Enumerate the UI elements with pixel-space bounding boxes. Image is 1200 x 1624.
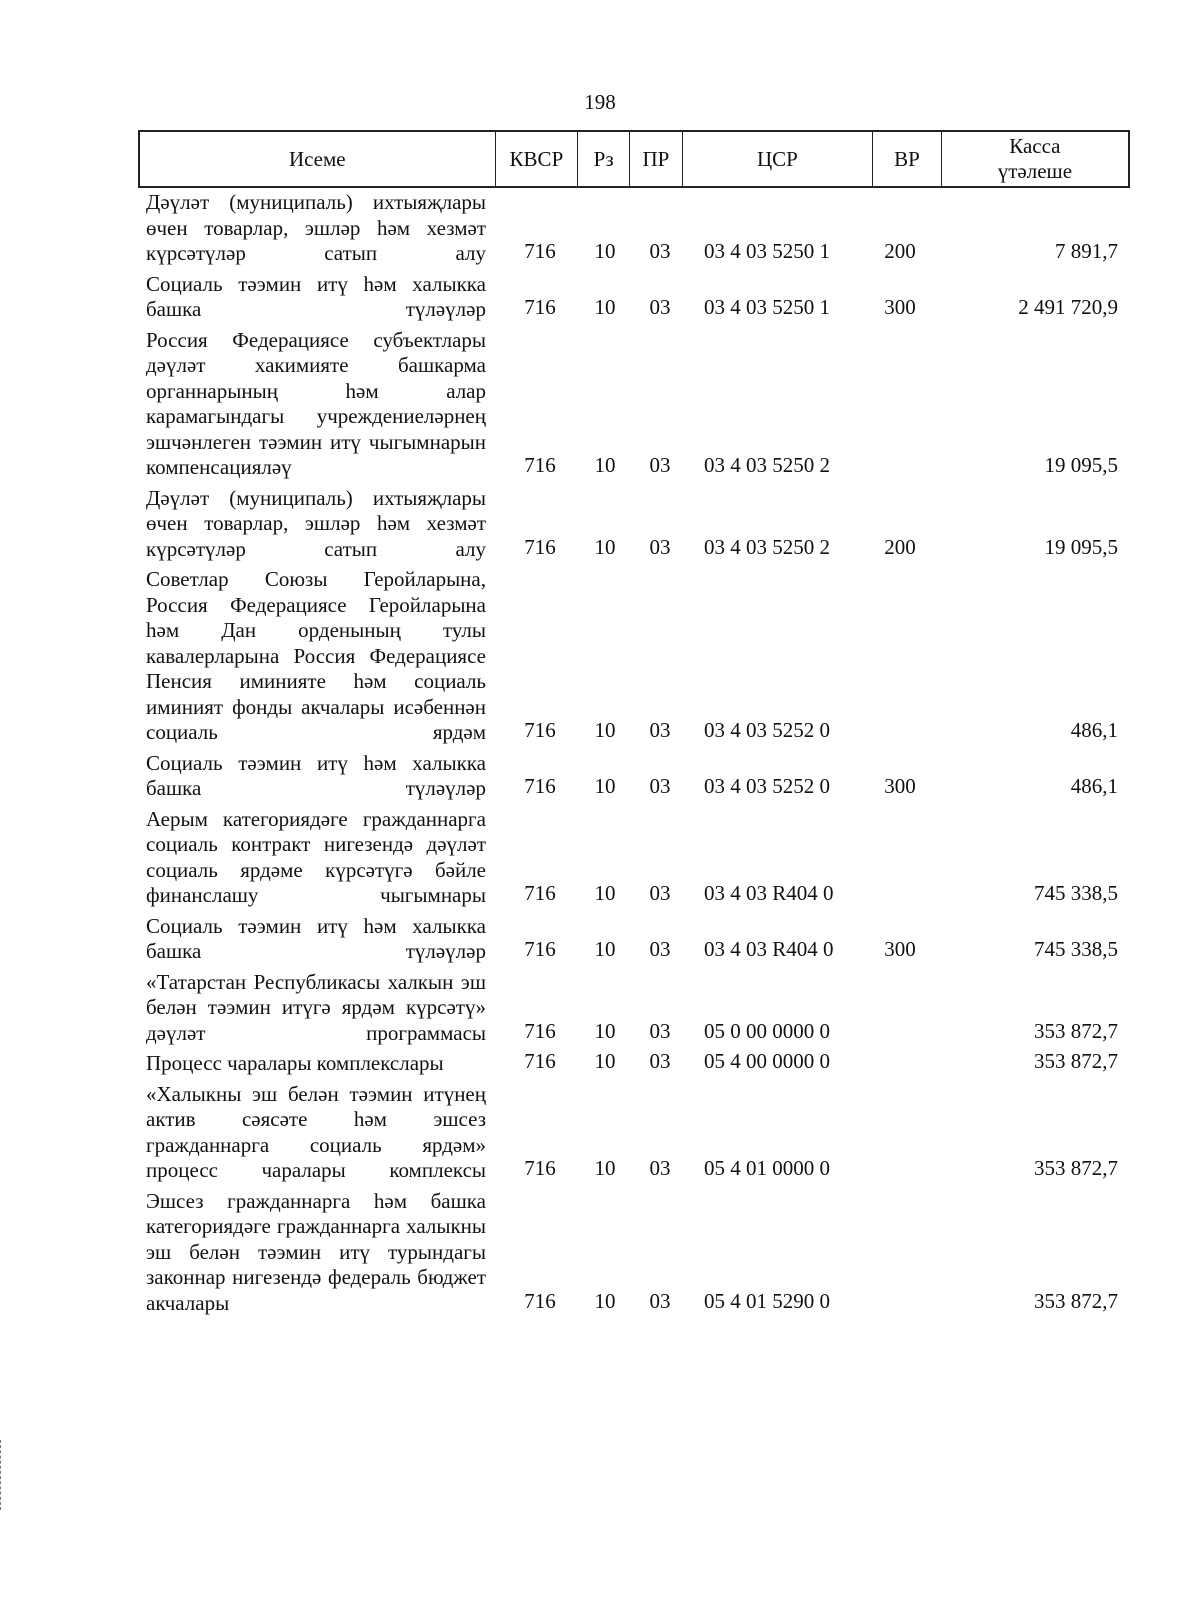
row-vr: 300 <box>884 295 916 319</box>
table-row <box>0 1049 1200 1080</box>
row-kassa: 353 872,7 <box>1034 1049 1118 1073</box>
row-pr: 03 <box>649 534 671 559</box>
row-pr: 03 <box>649 453 671 477</box>
row-name: Социаль тәэмин итү һәм халыкка башка түләүләр <box>146 750 486 800</box>
row-name: Процесс чаралары комплекслары <box>146 1051 444 1075</box>
row-kvsr: 716 <box>524 1018 556 1043</box>
row-kassa: 486,1 <box>1070 718 1118 742</box>
scan-edge-mark <box>0 1440 3 1510</box>
row-name: Социаль тәэмин итү һәм халыкка башка түләүләр <box>146 271 486 321</box>
row-kvsr: 716 <box>524 239 556 263</box>
row-kvsr: 716 <box>524 1288 556 1313</box>
table-row <box>0 188 1200 270</box>
table-row <box>0 805 1200 912</box>
row-csr: 03 4 03 5252 0 <box>704 718 830 742</box>
row-pr: 03 <box>649 1288 671 1313</box>
header-csr: ЦСР <box>683 132 873 186</box>
row-kassa: 19 095,5 <box>1044 534 1118 559</box>
header-kassa-line2: үтәлеше <box>997 159 1073 183</box>
row-rz: 10 <box>594 718 616 742</box>
table-header <box>138 130 1130 188</box>
header-kassa <box>942 132 1128 186</box>
row-pr: 03 <box>649 937 671 961</box>
table-row <box>0 565 1200 749</box>
row-csr: 03 4 03 5250 2 <box>704 534 830 559</box>
row-kvsr: 716 <box>524 453 556 477</box>
header-kassa-line1: Касса <box>1009 134 1061 158</box>
row-rz: 10 <box>594 453 616 477</box>
header-name: Исеме <box>140 132 496 186</box>
row-csr: 05 4 01 0000 0 <box>704 1156 830 1180</box>
row-name: Россия Федерациясе субъектлары дәүләт хакимияте башкарма органнарының һәм алар карамагындагы учреждениеләрнең эшчәнлеген тәэмин итү чыгымнарын компенсацияләү <box>146 327 486 479</box>
row-csr: 05 4 00 0000 0 <box>704 1049 830 1073</box>
row-vr: 200 <box>884 239 916 263</box>
header-kvsr: КВСР <box>496 132 579 186</box>
row-kassa: 2 491 720,9 <box>1018 295 1118 319</box>
row-kvsr: 716 <box>524 774 556 798</box>
row-name: «Татарстан Республикасы халкын эш белән тәэмин итүгә ярдәм күрсәтү» дәүләт программасы <box>146 969 486 1045</box>
row-rz: 10 <box>594 295 616 319</box>
row-kassa: 353 872,7 <box>1034 1018 1118 1043</box>
row-csr: 03 4 03 R404 0 <box>704 937 834 961</box>
row-csr: 03 4 03 5250 1 <box>704 239 830 263</box>
row-name: Аерым категориядәге гражданнарга социаль контракт нигезендә дәүләт социаль ярдәме күрсәтүгә бәйле финанслашу чыгымнары <box>146 806 486 907</box>
row-kassa: 486,1 <box>1070 774 1118 798</box>
header-pr: ПР <box>630 132 683 186</box>
row-kassa: 353 872,7 <box>1034 1288 1118 1313</box>
table-row <box>0 968 1200 1050</box>
row-kassa: 19 095,5 <box>1044 453 1118 477</box>
row-name: Дәүләт (муниципаль) ихтыяҗлары өчен товарлар, эшләр һәм хезмәт күрсәтүләр сатып алу <box>146 485 486 561</box>
row-csr: 03 4 03 5250 2 <box>704 453 830 477</box>
row-pr: 03 <box>649 1018 671 1043</box>
row-csr: 05 4 01 5290 0 <box>704 1288 830 1313</box>
row-kvsr: 716 <box>524 295 556 319</box>
row-vr: 300 <box>884 937 916 961</box>
header-rz: Рз <box>578 132 630 186</box>
table-row <box>0 1080 1200 1187</box>
row-kvsr: 716 <box>524 1156 556 1180</box>
row-kvsr: 716 <box>524 534 556 559</box>
row-csr: 03 4 03 5250 1 <box>704 295 830 319</box>
row-rz: 10 <box>594 1156 616 1180</box>
row-rz: 10 <box>594 1018 616 1043</box>
row-csr: 03 4 03 R404 0 <box>704 881 834 905</box>
row-rz: 10 <box>594 1049 616 1073</box>
row-rz: 10 <box>594 881 616 905</box>
row-pr: 03 <box>649 1156 671 1180</box>
row-vr: 200 <box>884 534 916 559</box>
row-name: Советлар Союзы Геройларына, Россия Федерациясе Геройларына һәм Дан орденының тулы кавалерларына Россия Федерациясе Пенсия иминияте һәм социаль иминият фонды акчалары исәбеннән социаль ярдәм <box>146 567 486 744</box>
row-pr: 03 <box>649 881 671 905</box>
row-rz: 10 <box>594 774 616 798</box>
table-row <box>0 749 1200 805</box>
row-pr: 03 <box>649 1049 671 1073</box>
row-kvsr: 716 <box>524 718 556 742</box>
table-body <box>0 188 1200 1319</box>
row-kassa: 7 891,7 <box>1055 239 1118 263</box>
row-csr: 05 0 00 0000 0 <box>704 1018 830 1043</box>
row-csr: 03 4 03 5252 0 <box>704 774 830 798</box>
row-pr: 03 <box>649 239 671 263</box>
row-pr: 03 <box>649 718 671 742</box>
row-rz: 10 <box>594 239 616 263</box>
row-name: Эшсез гражданнарга һәм башка категориядәге гражданнарга халыкны эш белән тәэмин итү турындагы законнар нигезендә федераль бюджет акчалары <box>146 1188 486 1315</box>
table-row <box>0 912 1200 968</box>
table-row <box>0 484 1200 566</box>
row-rz: 10 <box>594 534 616 559</box>
row-kassa: 745 338,5 <box>1034 937 1118 961</box>
row-kvsr: 716 <box>524 937 556 961</box>
row-pr: 03 <box>649 774 671 798</box>
row-pr: 03 <box>649 295 671 319</box>
table-row <box>0 1187 1200 1320</box>
row-kassa: 745 338,5 <box>1034 881 1118 905</box>
table-row <box>0 270 1200 326</box>
row-name: «Халыкны эш белән тәэмин итүнең актив сәясәте һәм эшсез гражданнарга социаль ярдәм» процесс чаралары комплексы <box>146 1081 486 1182</box>
row-rz: 10 <box>594 1288 616 1313</box>
row-rz: 10 <box>594 937 616 961</box>
row-vr: 300 <box>884 774 916 798</box>
table-row <box>0 326 1200 484</box>
page-number: 198 <box>584 90 616 114</box>
header-vr: ВР <box>873 132 942 186</box>
row-name: Дәүләт (муниципаль) ихтыяҗлары өчен товарлар, эшләр һәм хезмәт күрсәтүләр сатып алу <box>146 190 486 265</box>
row-kvsr: 716 <box>524 1049 556 1073</box>
row-kvsr: 716 <box>524 881 556 905</box>
row-kassa: 353 872,7 <box>1034 1156 1118 1180</box>
row-name: Социаль тәэмин итү һәм халыкка башка түләүләр <box>146 913 486 963</box>
